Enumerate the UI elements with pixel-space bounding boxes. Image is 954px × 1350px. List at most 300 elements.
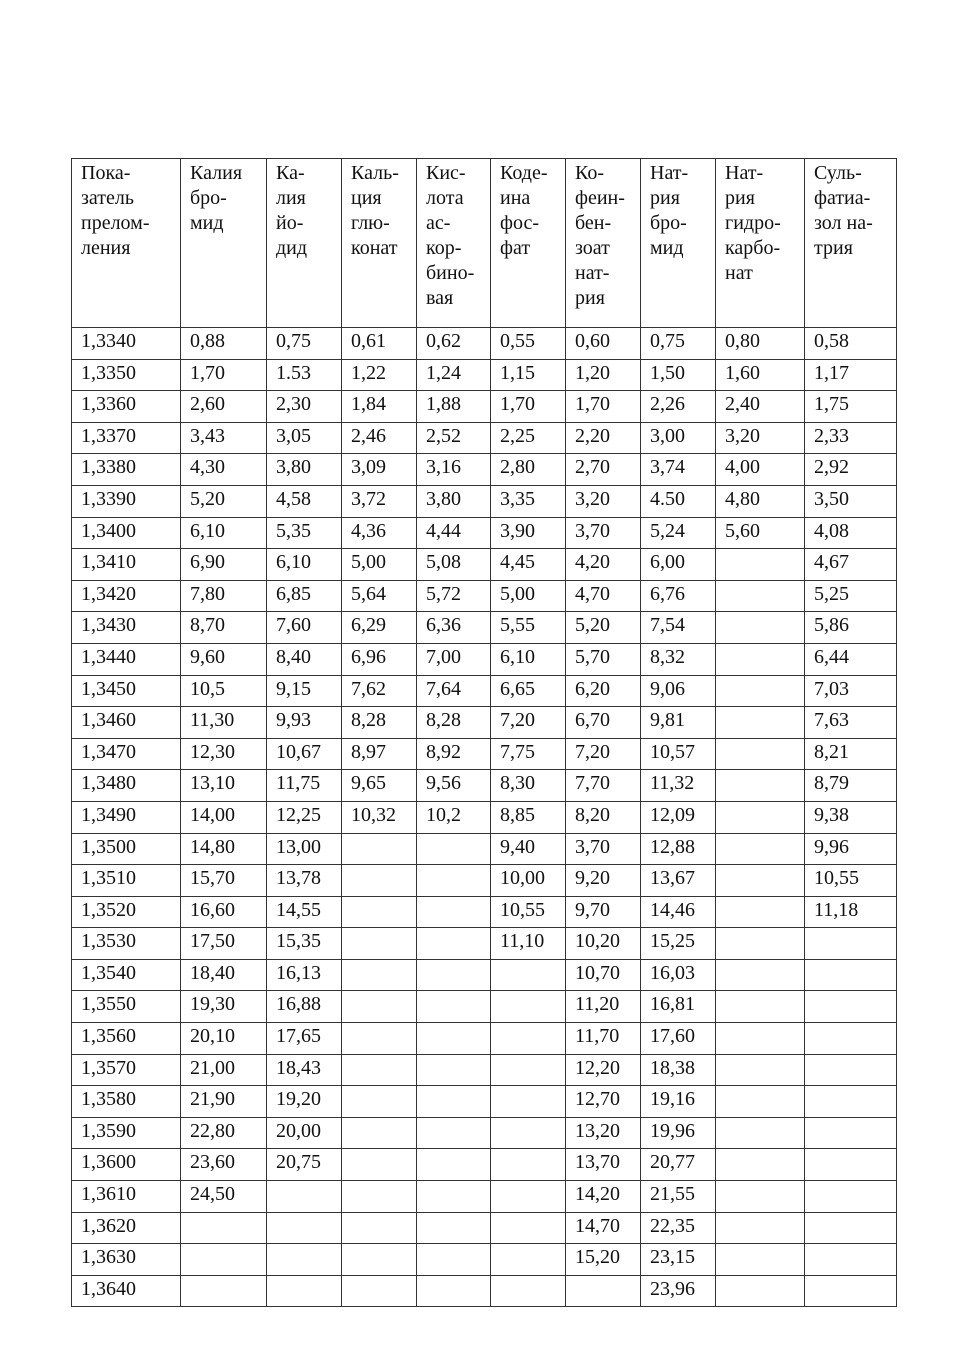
value-cell: 11,20 <box>566 991 641 1023</box>
value-cell: 8,28 <box>342 707 417 739</box>
value-cell <box>805 1149 897 1181</box>
header-line: нат <box>725 262 753 284</box>
value-cell: 16,60 <box>181 896 267 928</box>
table-row <box>72 612 897 644</box>
value-cell: 10,32 <box>342 801 417 833</box>
value-cell <box>491 1086 566 1118</box>
refraction-index-cell: 1,3530 <box>72 928 181 960</box>
value-cell: 11,30 <box>181 707 267 739</box>
header-line: йо- <box>276 212 304 234</box>
value-cell: 2,26 <box>641 391 716 423</box>
value-cell <box>716 1149 805 1181</box>
table-body <box>72 159 897 1307</box>
refraction-index-cell: 1,3370 <box>72 422 181 454</box>
value-cell <box>417 928 491 960</box>
value-cell: 19,16 <box>641 1086 716 1118</box>
value-cell: 12,70 <box>566 1086 641 1118</box>
value-cell: 6,36 <box>417 612 491 644</box>
value-cell: 7,64 <box>417 675 491 707</box>
value-cell: 11,32 <box>641 770 716 802</box>
refraction-index-cell: 1,3450 <box>72 675 181 707</box>
value-cell <box>342 1054 417 1086</box>
value-cell <box>417 1117 491 1149</box>
value-cell: 4,58 <box>267 485 342 517</box>
value-cell: 2,33 <box>805 422 897 454</box>
header-line: рия <box>725 187 755 209</box>
value-cell: 3,43 <box>181 422 267 454</box>
value-cell: 4,36 <box>342 517 417 549</box>
value-cell: 10,00 <box>491 865 566 897</box>
table-row <box>72 580 897 612</box>
value-cell <box>716 770 805 802</box>
value-cell: 3,05 <box>267 422 342 454</box>
value-cell <box>417 865 491 897</box>
refraction-index-cell: 1,3570 <box>72 1054 181 1086</box>
value-cell <box>716 1275 805 1307</box>
value-cell: 20,75 <box>267 1149 342 1181</box>
value-cell: 9,40 <box>491 833 566 865</box>
table-row <box>72 707 897 739</box>
value-cell <box>716 865 805 897</box>
value-cell: 2,40 <box>716 391 805 423</box>
value-cell <box>491 1054 566 1086</box>
refraction-index-cell: 1,3390 <box>72 485 181 517</box>
value-cell: 2,70 <box>566 454 641 486</box>
value-cell: 10,55 <box>805 865 897 897</box>
value-cell: 6,29 <box>342 612 417 644</box>
value-cell: 22,80 <box>181 1117 267 1149</box>
header-line: дид <box>276 237 308 259</box>
value-cell <box>267 1181 342 1213</box>
value-cell: 1,88 <box>417 391 491 423</box>
value-cell: 8,85 <box>491 801 566 833</box>
header-line: мид <box>190 212 224 234</box>
value-cell <box>181 1275 267 1307</box>
refraction-index-cell: 1,3550 <box>72 991 181 1023</box>
value-cell: 0,60 <box>566 328 641 360</box>
table-row <box>72 865 897 897</box>
header-cell <box>417 159 491 328</box>
value-cell: 12,20 <box>566 1054 641 1086</box>
header-cell <box>805 159 897 328</box>
header-line: нат- <box>575 262 610 284</box>
refraction-index-cell: 1,3440 <box>72 643 181 675</box>
value-cell <box>417 1212 491 1244</box>
value-cell: 9,81 <box>641 707 716 739</box>
value-cell: 4.50 <box>641 485 716 517</box>
header-line: фатиа- <box>814 187 871 209</box>
header-line: затель <box>81 187 134 209</box>
value-cell: 4,00 <box>716 454 805 486</box>
value-cell <box>417 1023 491 1055</box>
value-cell: 12,88 <box>641 833 716 865</box>
value-cell: 18,43 <box>267 1054 342 1086</box>
value-cell: 5,72 <box>417 580 491 612</box>
value-cell: 3,72 <box>342 485 417 517</box>
refraction-index-cell: 1,3630 <box>72 1244 181 1276</box>
value-cell: 3,09 <box>342 454 417 486</box>
table-row <box>72 833 897 865</box>
value-cell: 3,20 <box>716 422 805 454</box>
value-cell: 9,38 <box>805 801 897 833</box>
value-cell <box>267 1244 342 1276</box>
value-cell: 0,58 <box>805 328 897 360</box>
value-cell: 14,55 <box>267 896 342 928</box>
header-line: ас- <box>426 212 451 234</box>
value-cell: 8,32 <box>641 643 716 675</box>
value-cell: 11,75 <box>267 770 342 802</box>
value-cell: 14,46 <box>641 896 716 928</box>
header-cell <box>181 159 267 328</box>
table-row <box>72 485 897 517</box>
value-cell: 1,70 <box>566 391 641 423</box>
value-cell <box>716 1244 805 1276</box>
value-cell: 15,20 <box>566 1244 641 1276</box>
value-cell: 9,70 <box>566 896 641 928</box>
value-cell: 1,17 <box>805 359 897 391</box>
header-cell <box>566 159 641 328</box>
value-cell: 4,45 <box>491 549 566 581</box>
value-cell <box>805 1181 897 1213</box>
value-cell: 10,55 <box>491 896 566 928</box>
value-cell <box>805 1054 897 1086</box>
value-cell: 4,70 <box>566 580 641 612</box>
header-line: зол на- <box>814 212 873 234</box>
value-cell: 3,16 <box>417 454 491 486</box>
table-row <box>72 991 897 1023</box>
table-row <box>72 801 897 833</box>
value-cell <box>716 801 805 833</box>
header-line: глю- <box>351 212 390 234</box>
header-line: трия <box>814 237 853 259</box>
value-cell: 17,65 <box>267 1023 342 1055</box>
value-cell <box>716 580 805 612</box>
table-row <box>72 643 897 675</box>
refraction-index-cell: 1,3540 <box>72 959 181 991</box>
table-row <box>72 422 897 454</box>
value-cell: 5,25 <box>805 580 897 612</box>
value-cell: 19,20 <box>267 1086 342 1118</box>
header-line: мид <box>650 237 684 259</box>
table-row <box>72 1275 897 1307</box>
value-cell: 9,56 <box>417 770 491 802</box>
value-cell: 5,64 <box>342 580 417 612</box>
refraction-index-cell: 1,3500 <box>72 833 181 865</box>
value-cell: 10,5 <box>181 675 267 707</box>
value-cell <box>342 928 417 960</box>
header-line: фат <box>500 237 531 259</box>
refraction-index-cell: 1,3580 <box>72 1086 181 1118</box>
value-cell <box>342 991 417 1023</box>
value-cell: 15,70 <box>181 865 267 897</box>
value-cell: 8,79 <box>805 770 897 802</box>
value-cell <box>805 991 897 1023</box>
table-row <box>72 1086 897 1118</box>
header-cell <box>267 159 342 328</box>
value-cell: 1,70 <box>181 359 267 391</box>
value-cell <box>716 1086 805 1118</box>
header-line: Суль- <box>814 162 862 184</box>
header-line: гидро- <box>725 212 781 234</box>
header-line: Каль- <box>351 162 399 184</box>
value-cell <box>342 1212 417 1244</box>
value-cell: 19,96 <box>641 1117 716 1149</box>
value-cell <box>716 738 805 770</box>
value-cell <box>805 1244 897 1276</box>
value-cell: 18,40 <box>181 959 267 991</box>
value-cell <box>342 865 417 897</box>
value-cell <box>716 707 805 739</box>
table-row <box>72 517 897 549</box>
value-cell: 1,60 <box>716 359 805 391</box>
value-cell: 1,20 <box>566 359 641 391</box>
value-cell: 1,84 <box>342 391 417 423</box>
value-cell: 5,24 <box>641 517 716 549</box>
value-cell <box>342 1244 417 1276</box>
value-cell: 6,76 <box>641 580 716 612</box>
value-cell: 8,97 <box>342 738 417 770</box>
value-cell: 4,44 <box>417 517 491 549</box>
value-cell <box>805 1212 897 1244</box>
refraction-index-cell: 1,3470 <box>72 738 181 770</box>
value-cell: 2,25 <box>491 422 566 454</box>
table-row <box>72 1054 897 1086</box>
value-cell: 4,08 <box>805 517 897 549</box>
value-cell: 5,20 <box>566 612 641 644</box>
value-cell: 1,50 <box>641 359 716 391</box>
value-cell: 3,70 <box>566 833 641 865</box>
value-cell: 5,00 <box>491 580 566 612</box>
value-cell: 3,80 <box>417 485 491 517</box>
value-cell <box>805 1275 897 1307</box>
table-row <box>72 675 897 707</box>
value-cell: 17,60 <box>641 1023 716 1055</box>
table-row <box>72 959 897 991</box>
value-cell <box>805 1023 897 1055</box>
header-line: ина <box>500 187 531 209</box>
header-cell <box>491 159 566 328</box>
header-line: Ка- <box>276 162 305 184</box>
value-cell: 3,50 <box>805 485 897 517</box>
value-cell: 4,80 <box>716 485 805 517</box>
value-cell <box>417 1244 491 1276</box>
value-cell <box>716 1181 805 1213</box>
value-cell: 0,75 <box>267 328 342 360</box>
header-line: конат <box>351 237 398 259</box>
value-cell: 16,03 <box>641 959 716 991</box>
header-line: бен- <box>575 212 612 234</box>
value-cell <box>805 1117 897 1149</box>
value-cell: 6,20 <box>566 675 641 707</box>
refraction-index-cell: 1,3350 <box>72 359 181 391</box>
value-cell <box>491 991 566 1023</box>
refraction-index-cell: 1,3590 <box>72 1117 181 1149</box>
value-cell: 18,38 <box>641 1054 716 1086</box>
value-cell: 6,00 <box>641 549 716 581</box>
value-cell: 7,80 <box>181 580 267 612</box>
value-cell: 7,54 <box>641 612 716 644</box>
value-cell: 20,10 <box>181 1023 267 1055</box>
value-cell: 6,90 <box>181 549 267 581</box>
value-cell: 15,25 <box>641 928 716 960</box>
value-cell <box>267 1275 342 1307</box>
value-cell <box>716 675 805 707</box>
header-line: Ко- <box>575 162 605 184</box>
value-cell: 24,50 <box>181 1181 267 1213</box>
value-cell: 1.53 <box>267 359 342 391</box>
header-line: прелом- <box>81 212 150 234</box>
value-cell <box>417 1149 491 1181</box>
value-cell: 20,00 <box>267 1117 342 1149</box>
value-cell: 21,90 <box>181 1086 267 1118</box>
header-line: лия <box>276 187 306 209</box>
refractive-index-table <box>71 158 897 1307</box>
value-cell: 2,20 <box>566 422 641 454</box>
value-cell: 9,60 <box>181 643 267 675</box>
value-cell: 11,18 <box>805 896 897 928</box>
value-cell: 8,92 <box>417 738 491 770</box>
value-cell: 10,57 <box>641 738 716 770</box>
value-cell <box>566 1275 641 1307</box>
value-cell <box>716 1023 805 1055</box>
value-cell: 23,15 <box>641 1244 716 1276</box>
value-cell: 0,55 <box>491 328 566 360</box>
value-cell <box>491 1149 566 1181</box>
header-line: Калия <box>190 162 243 184</box>
header-cell-refraction <box>72 159 181 328</box>
header-line: бро- <box>650 212 687 234</box>
value-cell: 9,20 <box>566 865 641 897</box>
value-cell: 9,06 <box>641 675 716 707</box>
refraction-index-cell: 1,3520 <box>72 896 181 928</box>
value-cell <box>716 1212 805 1244</box>
value-cell: 14,80 <box>181 833 267 865</box>
value-cell: 1,24 <box>417 359 491 391</box>
value-cell: 13,20 <box>566 1117 641 1149</box>
refraction-index-cell: 1,3420 <box>72 580 181 612</box>
value-cell: 8,21 <box>805 738 897 770</box>
value-cell: 3,00 <box>641 422 716 454</box>
header-line: Кис- <box>426 162 466 184</box>
value-cell: 3,70 <box>566 517 641 549</box>
table-row <box>72 359 897 391</box>
value-cell <box>716 612 805 644</box>
refraction-index-cell: 1,3640 <box>72 1275 181 1307</box>
header-line: Пока- <box>81 162 131 184</box>
value-cell: 6,85 <box>267 580 342 612</box>
header-line: лота <box>426 187 464 209</box>
table-row <box>72 928 897 960</box>
value-cell <box>181 1212 267 1244</box>
value-cell: 0,80 <box>716 328 805 360</box>
value-cell <box>342 1086 417 1118</box>
value-cell: 2,92 <box>805 454 897 486</box>
refraction-index-cell: 1,3610 <box>72 1181 181 1213</box>
value-cell: 4,20 <box>566 549 641 581</box>
header-row <box>72 159 897 328</box>
value-cell <box>181 1244 267 1276</box>
value-cell <box>417 896 491 928</box>
header-line: зоат <box>575 237 610 259</box>
value-cell <box>342 1181 417 1213</box>
value-cell: 1,22 <box>342 359 417 391</box>
value-cell: 7,20 <box>491 707 566 739</box>
value-cell: 2,46 <box>342 422 417 454</box>
header-line: Нат- <box>650 162 689 184</box>
value-cell: 13,00 <box>267 833 342 865</box>
refraction-index-cell: 1,3620 <box>72 1212 181 1244</box>
value-cell: 0,88 <box>181 328 267 360</box>
value-cell: 6,44 <box>805 643 897 675</box>
header-line: Коде- <box>500 162 548 184</box>
value-cell <box>342 833 417 865</box>
header-line: кор- <box>426 237 462 259</box>
value-cell <box>342 1023 417 1055</box>
value-cell <box>805 959 897 991</box>
value-cell <box>267 1212 342 1244</box>
value-cell: 3,90 <box>491 517 566 549</box>
value-cell: 7,75 <box>491 738 566 770</box>
value-cell: 23,96 <box>641 1275 716 1307</box>
header-line: рия <box>575 287 605 309</box>
value-cell <box>716 959 805 991</box>
value-cell: 21,00 <box>181 1054 267 1086</box>
value-cell: 16,81 <box>641 991 716 1023</box>
refraction-index-cell: 1,3400 <box>72 517 181 549</box>
value-cell <box>716 928 805 960</box>
value-cell <box>716 833 805 865</box>
value-cell: 0,61 <box>342 328 417 360</box>
value-cell: 5,08 <box>417 549 491 581</box>
refraction-index-cell: 1,3340 <box>72 328 181 360</box>
value-cell: 13,10 <box>181 770 267 802</box>
table-row <box>72 1212 897 1244</box>
value-cell: 4,67 <box>805 549 897 581</box>
table-row <box>72 454 897 486</box>
value-cell: 10,2 <box>417 801 491 833</box>
refraction-index-cell: 1,3430 <box>72 612 181 644</box>
value-cell <box>716 991 805 1023</box>
value-cell: 5,70 <box>566 643 641 675</box>
value-cell: 5,55 <box>491 612 566 644</box>
value-cell: 6,65 <box>491 675 566 707</box>
value-cell <box>491 1244 566 1276</box>
table-row <box>72 738 897 770</box>
value-cell <box>417 1275 491 1307</box>
value-cell <box>805 1086 897 1118</box>
value-cell: 10,67 <box>267 738 342 770</box>
refraction-index-cell: 1,3510 <box>72 865 181 897</box>
value-cell: 7,20 <box>566 738 641 770</box>
refraction-index-cell: 1,3490 <box>72 801 181 833</box>
table-row <box>72 391 897 423</box>
value-cell: 16,13 <box>267 959 342 991</box>
value-cell <box>342 1117 417 1149</box>
value-cell: 7,60 <box>267 612 342 644</box>
value-cell <box>716 1054 805 1086</box>
value-cell: 9,93 <box>267 707 342 739</box>
table-row <box>72 328 897 360</box>
value-cell: 5,60 <box>716 517 805 549</box>
value-cell: 0,62 <box>417 328 491 360</box>
value-cell: 8,20 <box>566 801 641 833</box>
header-line: бино- <box>426 262 475 284</box>
value-cell: 14,70 <box>566 1212 641 1244</box>
value-cell: 17,50 <box>181 928 267 960</box>
value-cell: 12,09 <box>641 801 716 833</box>
value-cell: 2,52 <box>417 422 491 454</box>
refraction-index-cell: 1,3480 <box>72 770 181 802</box>
